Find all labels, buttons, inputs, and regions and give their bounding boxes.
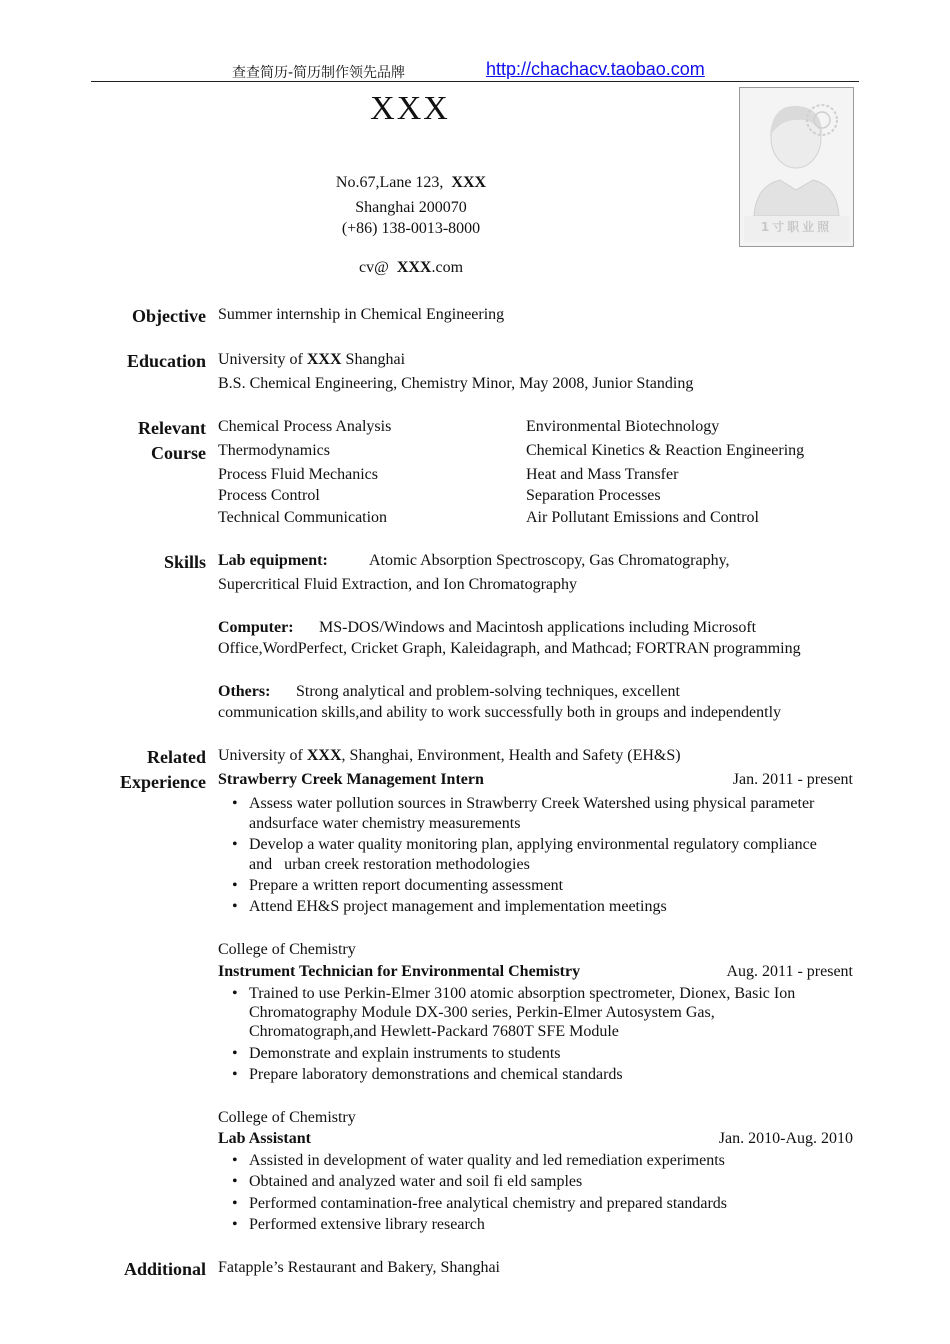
section-title-course [138, 416, 206, 466]
photo-caption: 1寸职业照 [760, 220, 833, 234]
course-item: Technical Communication [218, 509, 388, 526]
section-title-additional: Additional [123, 1259, 206, 1279]
email-bold: XXX [396, 259, 432, 276]
address-line2: Shanghai 200070 [355, 199, 467, 216]
bullet-dot: • [232, 1152, 238, 1169]
course-item: Process Fluid Mechanics [218, 466, 378, 483]
job2-title: Instrument Technician for Environmental Chemistry [218, 963, 581, 980]
job1-org-suffix: , Shanghai, Environment, Health and Safety (EH&S) [341, 747, 681, 764]
job3-bullet: Performed extensive library research [249, 1216, 485, 1233]
bullet-dot: • [232, 836, 238, 853]
school-suffix: Shanghai [341, 351, 406, 368]
course-item: Heat and Mass Transfer [526, 466, 679, 483]
job1-bullet: Develop a water quality monitoring plan, applying environmental regulatory compliance [249, 836, 817, 853]
job3-org: College of Chemistry [218, 1109, 356, 1126]
course-title-line1: Relevant [138, 418, 206, 438]
job1-bullet: andsurface water chemistry measurements [249, 815, 521, 832]
bullet-dot: • [232, 1216, 238, 1233]
skill-others-line1: Strong analytical and problem-solving techniques, excellent [296, 683, 680, 700]
course-item: Separation Processes [526, 487, 661, 504]
address-line1 [261, 174, 561, 192]
course-title-line2: Course [151, 443, 206, 463]
course-item: Air Pollutant Emissions and Control [526, 509, 759, 526]
job3-date: Jan. 2010-Aug. 2010 [718, 1130, 853, 1147]
bullet-dot: • [232, 1066, 238, 1083]
job1-bullet: Assess water pollution sources in Strawberry Creek Watershed using physical parameter [249, 795, 815, 812]
skill-others-line2: communication skills,and ability to work successfully both in groups and independently [218, 704, 782, 721]
phone: (+86) 138-0013-8000 [341, 220, 481, 237]
bullet-dot: • [232, 985, 238, 1002]
section-title-skills: Skills [163, 552, 206, 572]
course-item: Chemical Process Analysis [218, 418, 392, 435]
job3-bullet: Assisted in development of water quality and led remediation experiments [249, 1152, 725, 1169]
skill-label-others: Others: [218, 683, 271, 700]
section-title-education: Education [126, 351, 206, 371]
job1-title: Strawberry Creek Management Intern [218, 771, 484, 788]
course-item: Thermodynamics [218, 442, 330, 459]
experience-title-line1: Related [147, 747, 206, 767]
email-prefix: cv@ [358, 259, 389, 276]
job2-org: College of Chemistry [218, 941, 356, 958]
course-item: Process Control [218, 487, 320, 504]
resume-name: XXX [370, 90, 450, 127]
job2-bullet: Demonstrate and explain instruments to students [249, 1045, 561, 1062]
header-rule [91, 81, 859, 82]
job1-org [218, 747, 681, 765]
header-link[interactable]: http://chachacv.taobao.com [486, 59, 705, 79]
job1-date: Jan. 2011 - present [732, 771, 853, 788]
bullet-dot: • [232, 877, 238, 894]
section-title-objective: Objective [132, 306, 206, 326]
education-school [218, 351, 405, 369]
course-item: Environmental Biotechnology [526, 418, 720, 435]
skill-lab-line1: Atomic Absorption Spectroscopy, Gas Chromatography, [369, 552, 730, 569]
job3-bullet: Obtained and analyzed water and soil fi eld samples [249, 1173, 583, 1190]
job1-org-bold: XXX [306, 747, 342, 764]
skill-label-computer: Computer: [218, 619, 294, 636]
job2-bullet: Chromatography Module DX-300 series, Perkin-Elmer Autosystem Gas, [249, 1004, 715, 1021]
objective-text: Summer internship in Chemical Engineering [218, 306, 505, 323]
school-prefix: University of [218, 351, 307, 368]
experience-title-line2: Experience [120, 772, 206, 792]
skill-computer-line1: MS-DOS/Windows and Macintosh applications including Microsoft [319, 619, 757, 636]
course-item: Chemical Kinetics & Reaction Engineering [526, 442, 805, 459]
job2-bullet: Chromatograph,and Hewlett-Packard 7680T SFE Module [249, 1023, 619, 1040]
address-prefix: No.67,Lane 123, [335, 174, 444, 191]
education-degree: B.S. Chemical Engineering, Chemistry Minor, May 2008, Junior Standing [218, 375, 694, 392]
job1-bullet: and urban creek restoration methodologies [249, 856, 530, 873]
job1-bullet: Attend EH&S project management and implementation meetings [249, 898, 667, 915]
skill-lab-line2: Supercritical Fluid Extraction, and Ion Chromatography [218, 576, 578, 593]
address-bold: XXX [451, 174, 487, 191]
school-bold: XXX [306, 351, 342, 368]
additional-text: Fatapple’s Restaurant and Bakery, Shanghai [218, 1259, 500, 1276]
skill-computer-line2: Office,WordPerfect, Cricket Graph, Kaleidagraph, and Mathcad; FORTRAN programming [218, 640, 801, 657]
email[interactable] [261, 259, 561, 277]
job3-title: Lab Assistant [218, 1130, 311, 1147]
bullet-dot: • [232, 1173, 238, 1190]
job2-date: Aug. 2011 - present [726, 963, 853, 980]
job3-bullet: Performed contamination-free analytical chemistry and prepared standards [249, 1195, 728, 1212]
bullet-dot: • [232, 1195, 238, 1212]
job1-org-prefix: University of [218, 747, 307, 764]
section-title-experience [120, 745, 206, 795]
job1-bullet: Prepare a written report documenting assessment [249, 877, 564, 894]
job2-bullet: Prepare laboratory demonstrations and chemical standards [249, 1066, 623, 1083]
email-suffix: .com [431, 259, 464, 276]
bullet-dot: • [232, 795, 238, 812]
header-brand-text: 查查简历-简历制作领先品牌 [232, 65, 406, 81]
profile-photo [739, 87, 854, 247]
bullet-dot: • [232, 898, 238, 915]
skill-label-lab: Lab equipment: [218, 552, 328, 569]
bullet-dot: • [232, 1045, 238, 1062]
job2-bullet: Trained to use Perkin-Elmer 3100 atomic absorption spectrometer, Dionex, Basic Ion [249, 985, 796, 1002]
